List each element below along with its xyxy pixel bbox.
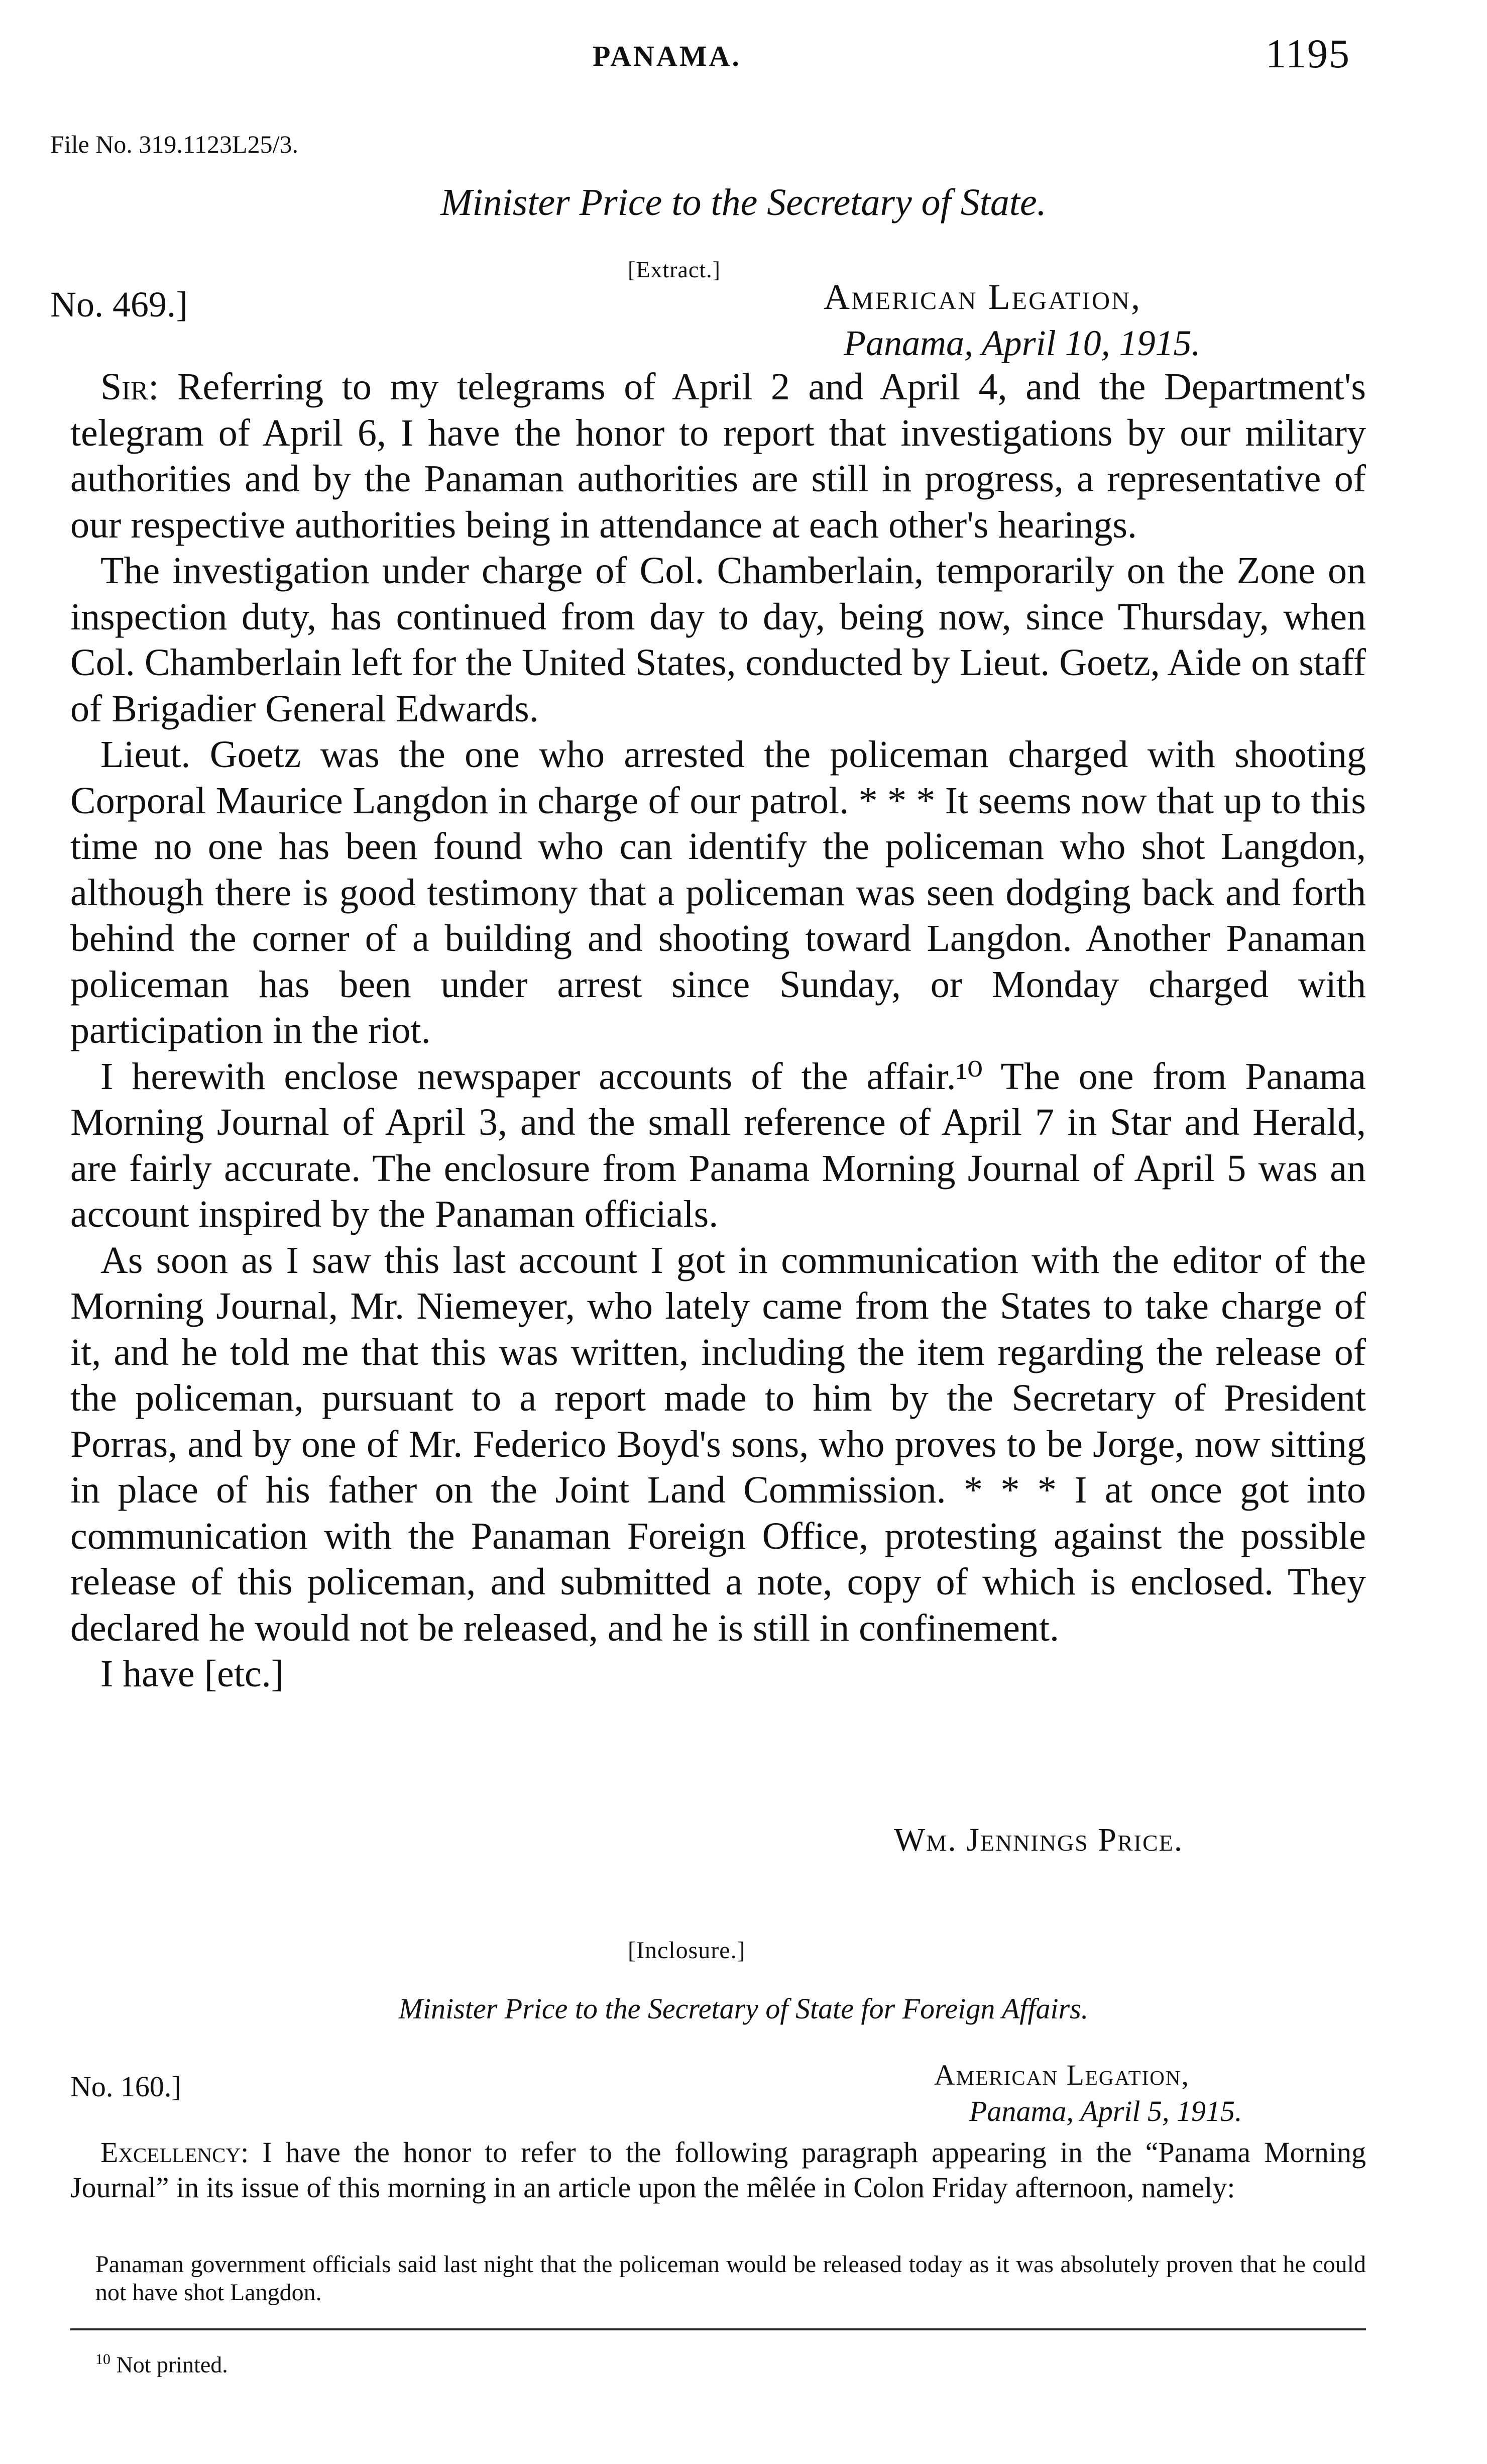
paragraph: As soon as I saw this last account I got in communication with the editor of the Morning Journal, Mr. Niemeyer, who lately came from the States to take charge of it, and he told me that this was written, including the item regarding the release of the policeman, pursuant to a report made to him by the Secretary of President Porras, and by one of Mr. Federico Boyd's sons, who proves to be Jorge, now sitting in place of his father on the Joint Land Commission. * * * I at once got into communication with the Panaman Foreign Office, protesting against the possible release of this policeman, and submitted a note, copy of which is enclosed. They declared he would not be released, and he is still in confinement. — [70, 1239, 1366, 1649]
paragraph-text: : Referring to my telegrams of April 2 and April 4, and the Department's telegram of April 6, I have the honor to report that investigations by our military authorities and by the Panaman authorities are still in progress, a representative of our respective authorities being in attendance at each other's hearings. — [70, 366, 1366, 546]
paragraph: The investigation under charge of Col. Chamberlain, temporarily on the Zone on inspection duty, has continued from day to day, being now, since Thursday, when Col. Chamberlain left for the United States, conducted by Lieut. Goetz, Aide on staff of Brigadier General Edwards. — [70, 550, 1366, 730]
paragraph-text: : I have the honor to refer to the following paragraph appearing in the “Panama Morning Journal” in its issue of this morning in an article upon the mêlée in Colon Friday afternoon, namely: — [70, 2136, 1366, 2204]
footnote-text: Not printed. — [110, 2351, 228, 2378]
inclosure-sender-organization: American Legation, — [934, 2059, 1190, 2091]
quoted-paragraph: Panaman government officials said last night that the policeman would be released today as it was absolutely proven that he could not have shot Langdon. — [95, 2251, 1366, 2306]
inclosure-sender-place-date: Panama, April 5, 1915. — [969, 2095, 1242, 2127]
paragraph: I herewith enclose newspaper accounts of the affair.¹⁰ The one from Panama Morning Journal of April 3, and the small reference of April 7 in Star and Herald, are fairly accurate. The enclosure from Panama Morning Journal of April 5 was an account inspired by the Panaman officials. — [70, 1055, 1366, 1235]
inclosure-note: [Inclosure.] — [628, 1937, 746, 1964]
document-number: No. 469.] — [50, 284, 188, 325]
paragraph — [70, 364, 1366, 548]
page-number: 1195 — [1266, 31, 1350, 76]
footnote-divider — [70, 2328, 1366, 2330]
extract-note: [Extract.] — [628, 257, 721, 282]
sender-place-date: Panama, April 10, 1915. — [844, 323, 1201, 363]
inclosure-title: Minister Price to the Secretary of State for Foreign Affairs. — [398, 1992, 1089, 2025]
salutation: Excellency — [100, 2136, 241, 2169]
document-title: Minister Price to the Secretary of State. — [440, 181, 1047, 224]
footnote-marker: 10 — [95, 2351, 110, 2368]
footnote — [95, 2351, 228, 2378]
salutation: Sir — [100, 366, 149, 408]
paragraph — [70, 2135, 1366, 2205]
inclosure-sender-block — [934, 2057, 1242, 2129]
file-number: File No. 319.1123L25/3. — [50, 130, 298, 158]
inclosure-body — [70, 2135, 1366, 2205]
signature: Wm. Jennings Price. — [894, 1822, 1184, 1858]
paragraph: Lieut. Goetz was the one who arrested the policeman charged with shooting Corporal Maurice Langdon in charge of our patrol. * * * It seems now that up to this time no one has been found who can identify the policeman who shot Langdon, although there is good testimony that a policeman was seen dodging back and forth behind the corner of a building and shooting toward Langdon. Another Panaman policeman has been under arrest since Sunday, or Monday charged with participation in the riot. — [70, 733, 1366, 1051]
sender-organization: American Legation, — [824, 277, 1142, 317]
letter-body — [70, 364, 1366, 1697]
closing: I have [etc.] — [100, 1653, 284, 1695]
running-head: PANAMA. — [593, 40, 741, 72]
sender-block — [824, 274, 1201, 366]
inclosure-number: No. 160.] — [70, 2070, 181, 2103]
